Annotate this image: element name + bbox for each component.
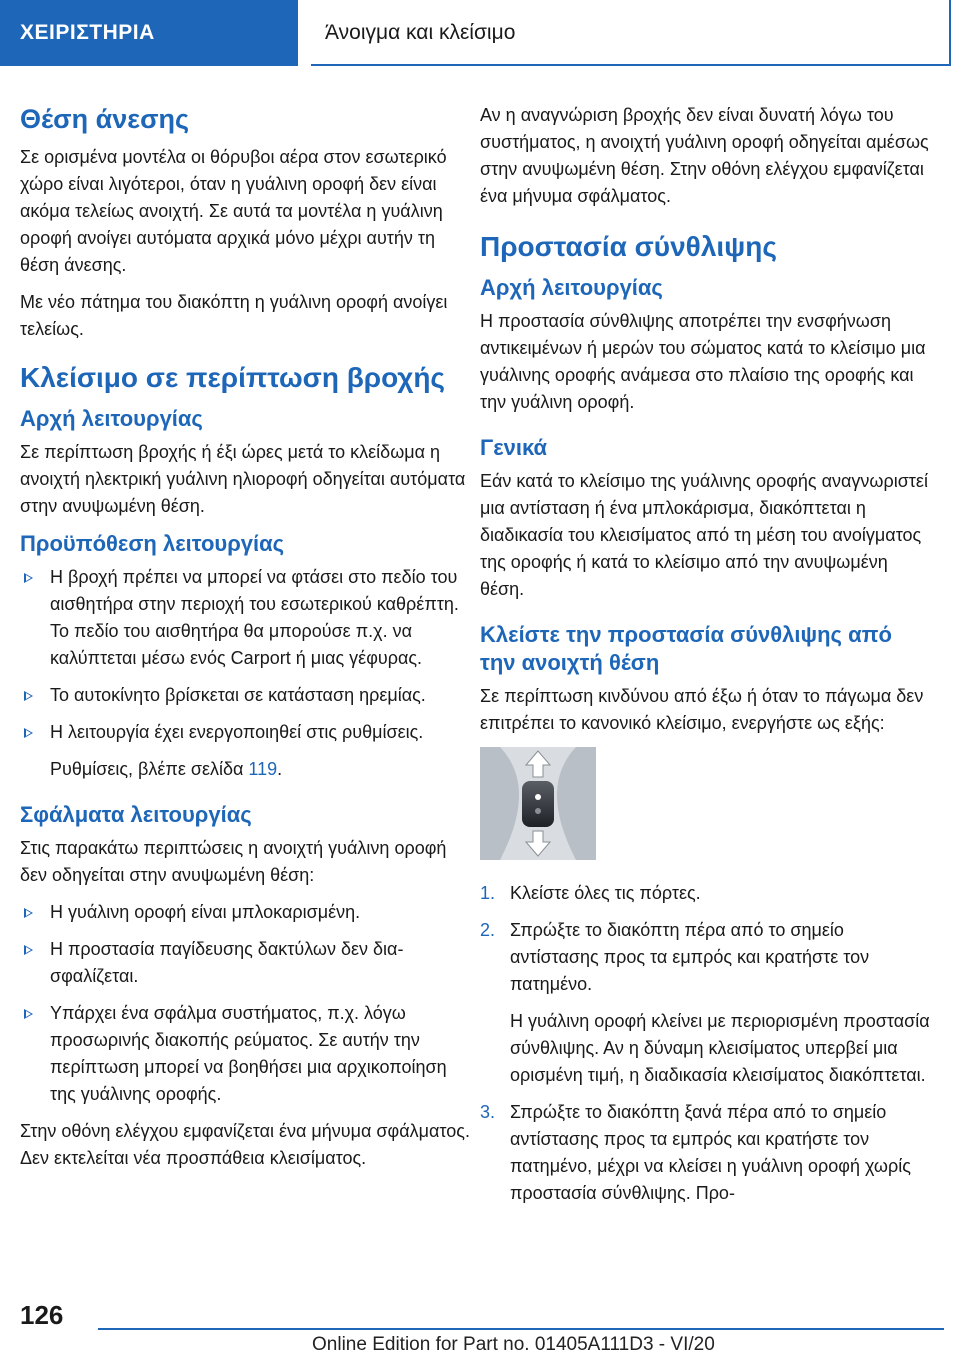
list-item: Υπάρχει ένα σφάλμα συστήματος, π.χ. λόγω προσωρινής διακοπής ρεύματος. Σε αυτήν την περίπτωση μπορεί να βοηθήσει μια αρχικοποίηση της γυάλινης οροφής. — [20, 1000, 470, 1108]
pinch-heading: Προστασία σύνθλιψης — [480, 231, 777, 262]
roof-switch-illustration — [480, 747, 596, 860]
rain-principle-heading: Αρχή λειτουργίας — [20, 406, 203, 431]
prereq-list — [20, 564, 470, 746]
rain-errors-outro: Στην οθόνη ελέγχου εμφανίζεται ένα μήνυμα σφάλματος. Δεν εκτελείται νέα προσπάθεια κλεισίματος. — [20, 1121, 470, 1168]
triangle-bullet-icon — [24, 691, 33, 701]
comfort-paragraph-2: Με νέο πάτημα του διακόπτη η γυάλινη οροφή ανοίγει τελείως. — [20, 292, 448, 339]
section-tab: ΧΕΙΡΙΣΤΗΡΙΑ — [0, 0, 298, 66]
pinch-general-text: Εάν κατά το κλείσιμο της γυάλινης οροφής αναγνωριστεί μια αντίσταση ή ένα μπλοκάρισμα, διακόπτεται η διαδικασία του κλεισίματος από τη μέση του ανοίγματος της οροφής ή κατά το κλείσιμο από την ανυψωμένη θέση. — [480, 471, 928, 599]
list-item: Η προστασία παγίδευσης δακτύλων δεν διασφαλίζεται. — [20, 936, 470, 990]
right-column — [480, 102, 930, 1217]
pinch-close-heading: Κλείστε την προστασία σύνθλιψης από την ανοιχτή θέση — [480, 622, 892, 675]
footer-divider — [98, 1328, 944, 1330]
pinch-principle-text: Η προστασία σύνθλιψης αποτρέπει την ενσφήνωση αντικειμένων ή μερών του σώματος κατά το κλείσιμο μια γυάλινης οροφής ανάμεσα στο πλαίσιο της οροφής και την γυάλινη οροφή. — [480, 311, 926, 412]
list-item: Η γυάλινη οροφή είναι μπλοκαρισμένη. — [20, 899, 470, 926]
roof-switch-icon — [480, 747, 596, 860]
pinch-principle-heading: Αρχή λειτουργίας — [480, 275, 663, 300]
settings-reference: Ρυθμίσεις, βλέπε σελίδα 119. — [50, 759, 283, 779]
list-item: Το αυτοκίνητο βρίσκεται σε κατάσταση ηρεμίας. — [20, 682, 470, 709]
step-number: 2. — [480, 920, 496, 940]
page-link-119[interactable]: 119 — [248, 759, 278, 779]
rain-principle-text: Σε περίπτωση βροχής ή έξι ώρες μετά το κλείδωμα η ανοιχτή ηλεκτρική γυάλινη ηλιοροφή οδηγείται αυτόματα στην ανυψωμένη θέση. — [20, 442, 466, 516]
list-item: 2. Σπρώξτε το διακόπτη πέρα από το σημείο αντίστασης προς τα εμπρός και κρατήστε τον πατημένο. — [480, 917, 930, 998]
list-item: 1. Κλείστε όλες τις πόρτες. — [480, 880, 930, 907]
rain-detection-text: Αν η αναγνώριση βροχής δεν είναι δυνατή λόγω του συστήματος, η ανοιχτή γυάλινη οροφή οδηγείται αμέσως στην ανυψωμένη θέση. Στην οθόνη ελέγχου εμφανίζεται ένα μήνυμα σφάλματος. — [480, 105, 929, 206]
steps-list-cont — [480, 1099, 930, 1207]
step-number: 3. — [480, 1102, 496, 1122]
comfort-heading: Θέση άνεσης — [20, 104, 190, 134]
triangle-bullet-icon — [24, 1009, 33, 1019]
edition-note: Online Edition for Part no. 01405A111D3 - VI/20 — [312, 1334, 715, 1355]
rain-heading: Κλείσιμο σε περίπτωση βροχής — [20, 362, 445, 393]
page-number: 126 — [20, 1300, 64, 1330]
pinch-general-heading: Γενικά — [480, 435, 548, 460]
left-column — [20, 102, 470, 1190]
rain-errors-heading: Σφάλματα λειτουργίας — [20, 802, 252, 827]
comfort-section — [20, 102, 470, 343]
triangle-bullet-icon — [24, 945, 33, 955]
list-item: Η βροχή πρέπει να μπορεί να φτάσει στο πεδίο του αισθητήρα στην περιοχή του εσωτερικού καθρέπτη. Το πεδίο του αισθητήρα θα μπορούσε π.χ. να καλύπτεται μέσω ενός Carport ή μιας γέφυρας. — [20, 564, 470, 672]
triangle-bullet-icon — [24, 728, 33, 738]
list-item: Η λειτουργία έχει ενεργοποιηθεί στις ρυθμίσεις. — [20, 719, 470, 746]
comfort-paragraph-1: Σε ορισμένα μοντέλα οι θόρυβοι αέρα στον εσωτερικό χώρο είναι λιγότεροι, όταν η γυάλινη οροφή δεν είναι ακόμα τελείως ανοιχτή. Σε αυτά τα μοντέλα η γυάλινη οροφή ανοίγει αυτόματα αρχικά μόνο μέχρι αυτήν τη θέση άνεσης. — [20, 147, 447, 275]
page-header — [0, 0, 960, 66]
errors-list — [20, 899, 470, 1108]
list-item: 3. Σπρώξτε το διακόπτη ξανά πέρα από το σημείο αντίστασης προς τα εμπρός και κρατήστε τον πατημένο, μέχρι να κλείσει η γυάλινη οροφή χωρίς προστασία σύνθλιψης. Προ- — [480, 1099, 930, 1207]
rain-errors-intro: Στις παρακάτω περιπτώσεις η ανοιχτή γυάλινη οροφή δεν οδηγείται στην ανυψωμένη θέση: — [20, 838, 447, 885]
steps-list — [480, 880, 930, 998]
pinch-close-intro: Σε περίπτωση κινδύνου από έξω ή όταν το πάγωμα δεν επιτρέπει το κανονικό κλείσιμο, ενεργήστε ως εξής: — [480, 686, 924, 733]
rain-prereq-heading: Προϋπόθεση λειτουργίας — [20, 531, 285, 556]
chapter-title: Άνοιγμα και κλείσιμο — [311, 0, 951, 66]
step-2-note: Η γυάλινη οροφή κλείνει με περιορισμένη προστασία σύνθλιψης. Αν η δύναμη κλεισίματος υπερβεί μια ορισμένη τιμή, η διαδικασία κλεισίματος διακόπτεται. — [510, 1011, 930, 1085]
triangle-bullet-icon — [24, 908, 33, 918]
rain-section — [20, 361, 470, 1172]
step-number: 1. — [480, 883, 496, 903]
triangle-bullet-icon — [24, 573, 33, 583]
